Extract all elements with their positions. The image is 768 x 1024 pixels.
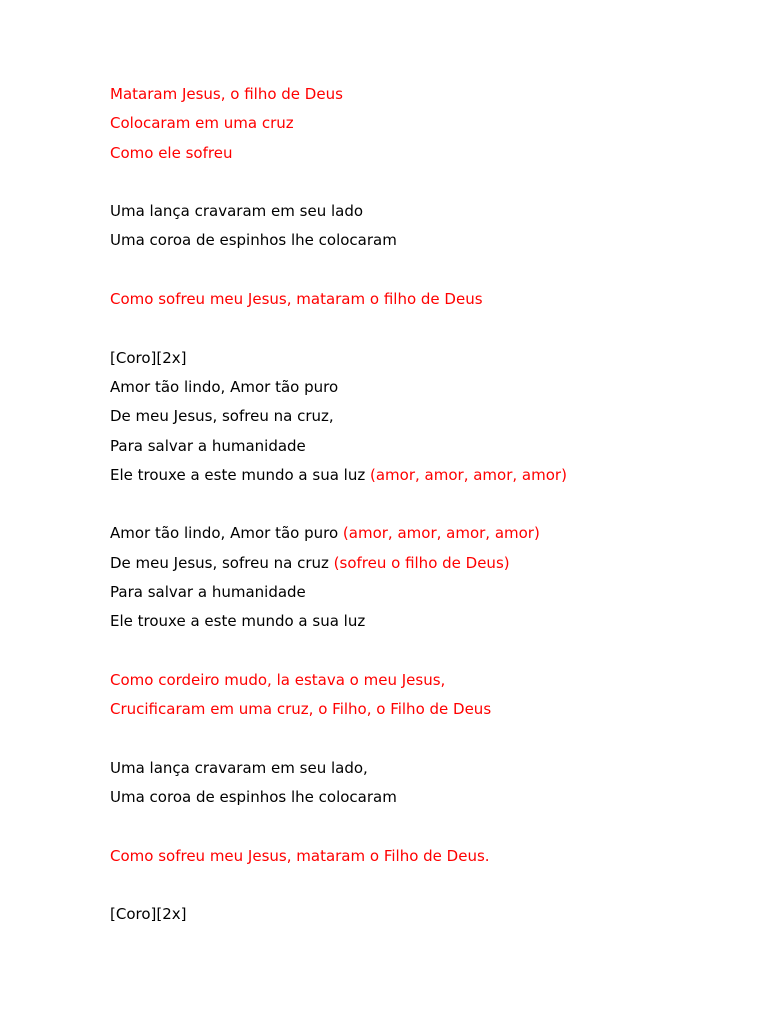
lyric-line: De meu Jesus, sofreu na cruz, <box>110 407 334 426</box>
stanza-gap <box>110 729 730 758</box>
lyric-line: Uma coroa de espinhos lhe colocaram <box>110 788 397 807</box>
lyrics-body <box>110 84 730 934</box>
lyric-line: Como sofreu meu Jesus, mataram o Filho de Deus. <box>110 846 490 865</box>
lyric-echo: (amor, amor, amor, amor) <box>370 465 567 484</box>
lyric-line: Como cordeiro mudo, la estava o meu Jesus, <box>110 670 446 689</box>
stanza-gap <box>110 875 730 904</box>
lyric-line: Uma lança cravaram em seu lado, <box>110 758 368 777</box>
lyric-line <box>110 523 730 552</box>
lyric-line: Uma coroa de espinhos lhe colocaram <box>110 231 397 250</box>
lyric-line: Mataram Jesus, o filho de Deus <box>110 85 343 103</box>
lyric-line: Como ele sofreu <box>110 143 233 162</box>
lyric-echo: (amor, amor, amor, amor) <box>342 524 540 543</box>
stanza-gap <box>110 318 730 347</box>
lyric-line: Para salvar a humanidade <box>110 583 306 602</box>
lyric-line: Colocaram em uma cruz <box>110 114 294 133</box>
lyric-line: Crucificaram em uma cruz, o Filho, o Filho de Deus <box>110 700 492 719</box>
lyric-line: Amor tão lindo, Amor tão puro <box>110 377 339 396</box>
lyric-text: De meu Jesus, sofreu na cruz <box>110 553 329 572</box>
lyric-line: Para salvar a humanidade <box>110 436 306 455</box>
lyric-line <box>110 553 730 582</box>
chorus-marker: [Coro][2x] <box>110 348 187 367</box>
stanza-gap <box>110 816 730 845</box>
lyric-line: Ele trouxe a este mundo a sua luz <box>110 612 366 631</box>
lyric-line <box>110 465 730 494</box>
stanza-gap <box>110 260 730 289</box>
stanza-gap <box>110 641 730 670</box>
lyric-line: Uma lança cravaram em seu lado <box>110 202 364 221</box>
lyric-line: Como sofreu meu Jesus, mataram o filho de Deus <box>110 290 483 309</box>
chorus-marker: [Coro][2x] <box>110 905 187 924</box>
lyric-text: Amor tão lindo, Amor tão puro <box>110 524 339 543</box>
stanza-gap <box>110 172 730 201</box>
lyric-echo: (sofreu o filho de Deus) <box>333 553 510 572</box>
lyric-text: Ele trouxe a este mundo a sua luz <box>110 465 366 484</box>
stanza-gap <box>110 494 730 523</box>
